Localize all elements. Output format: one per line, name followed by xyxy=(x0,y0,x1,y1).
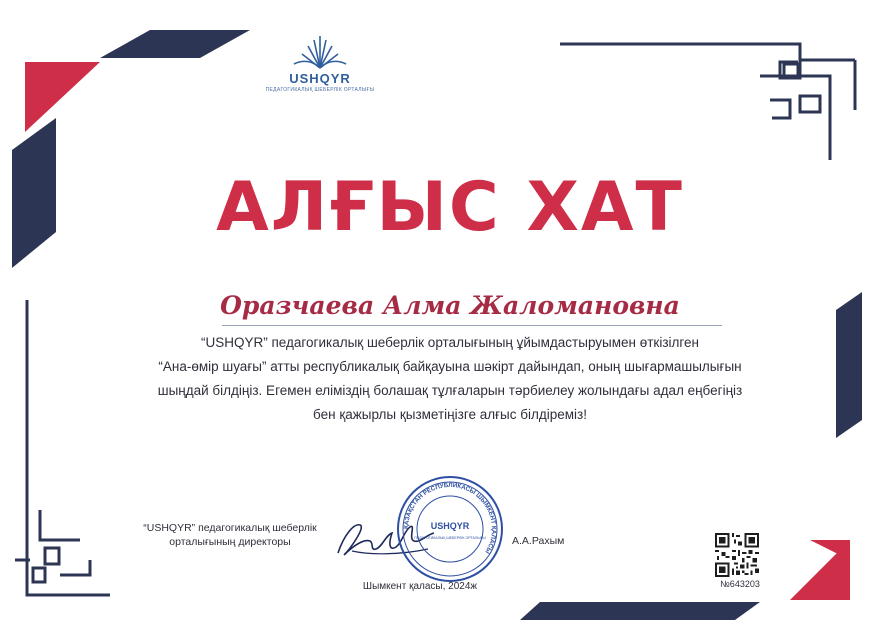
official-seal xyxy=(394,473,506,585)
qr-code xyxy=(715,533,759,577)
body-line: шыңдай білдіңіз. Егемен еліміздің болашақ тұлғаларын тәрбиелеу жолындағы адал еңбегіңіз xyxy=(157,383,743,398)
name-underline xyxy=(222,325,722,326)
director-caption xyxy=(130,521,330,549)
ushqyr-logo xyxy=(260,30,380,100)
place-date: Шымкент қаласы, 2024ж xyxy=(362,581,478,592)
signatory-name: А.А.Рахым xyxy=(512,535,565,547)
body-line: “Ана-өмір шуағы” атты республикалық байқауына шәкірт дайындап, оның шығармашылығын xyxy=(158,359,742,374)
body-line: бен қажырлы қызметіңізге алғыс білдіреміз! xyxy=(313,407,587,422)
svg-text:ҚАЗАҚСТАН РЕСПУБЛИКАСЫ ШЫМКЕНТ xyxy=(403,482,497,555)
certificate-body xyxy=(90,331,810,427)
seal-center-sub: ПЕДАГОГИКАЛЫҚ ШЕБЕРЛІК ОРТАЛЫҒЫ xyxy=(414,536,486,540)
logo-wordmark: USHQYR xyxy=(289,71,351,86)
open-book-icon xyxy=(290,30,350,72)
body-line: “USHQYR” педагогикалық шеберлік орталығының ұйымдастыруымен өткізілген xyxy=(201,335,699,350)
recipient-name: Оразчаева Алма Жаломановна xyxy=(220,291,680,320)
director-caption-line: орталығының директоры xyxy=(169,536,291,548)
seal-outer-text: ҚАЗАҚСТАН РЕСПУБЛИКАСЫ ШЫМКЕНТ ҚАЛАСЫ xyxy=(402,481,498,555)
certificate-number: №643203 xyxy=(720,579,760,589)
certificate-title: АЛҒЫС ХАТ xyxy=(216,168,684,247)
director-caption-line: “USHQYR” педагогикалық шеберлік xyxy=(143,522,317,534)
logo-subtitle: ПЕДАГОГИКАЛЫҚ ШЕБЕРЛІК ОРТАЛЫҒЫ xyxy=(265,87,375,93)
seal-center-name: USHQYR xyxy=(430,521,470,531)
